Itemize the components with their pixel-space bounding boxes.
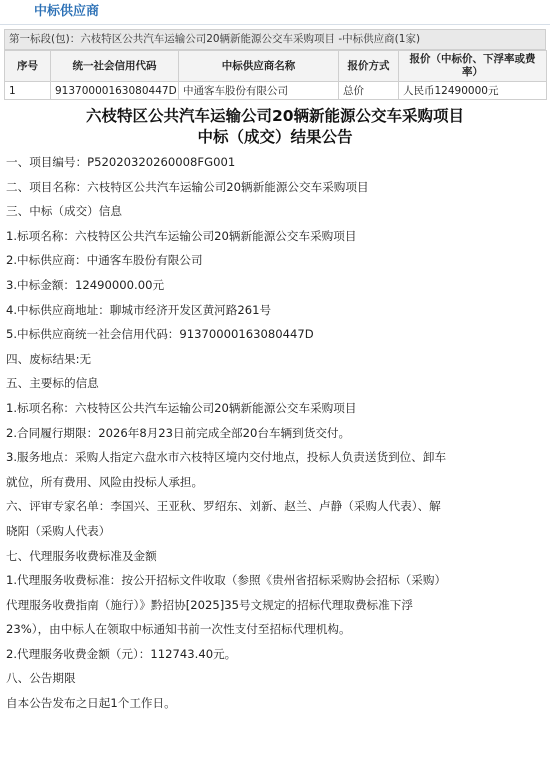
notice-line: 1.标项名称：六枝特区公共汽车运输公司20辆新能源公交车采购项目 (6, 400, 357, 415)
notice-line: 2.中标供应商：中通客车股份有限公司 (6, 253, 203, 268)
column-header: 中标供应商名称 (179, 51, 339, 82)
table-header-row (5, 51, 547, 82)
notice-line: 代理服务收费指南（施行）》黔招协[2025]35号文规定的招标代理取费标准下浮 (6, 597, 413, 612)
notice-line: 二、项目名称：六枝特区公共汽车运输公司20辆新能源公交车采购项目 (6, 179, 369, 194)
notice-line: 自本公告发布之日起1个工作日。 (6, 696, 176, 711)
notice-line: 3.中标金额：12490000.00元 (6, 277, 165, 292)
notice-title-line-2: 中标（成交）结果公告 (197, 128, 353, 146)
lot-header: 第一标段(包)：六枝特区公共汽车运输公司20辆新能源公交车采购项目 -中标供应商(1家) (4, 29, 546, 50)
notice-line: 3.服务地点：采购人指定六盘水市六枝特区境内交付地点，投标人负责送货到位、卸车 (6, 450, 447, 465)
table-cell: 总价 (339, 82, 399, 100)
column-header: 序号 (5, 51, 51, 82)
table-cell: 91370000163080447D (51, 82, 179, 100)
notice-line: 1.标项名称：六枝特区公共汽车运输公司20辆新能源公交车采购项目 (6, 228, 357, 243)
table-cell: 中通客车股份有限公司 (179, 82, 339, 100)
notice-body (6, 150, 544, 716)
column-header: 统一社会信用代码 (51, 51, 179, 82)
winning-supplier-table (4, 50, 547, 100)
result-notice (0, 100, 550, 716)
notice-title-line-1: 六枝特区公共汽车运输公司20辆新能源公交车采购项目 (85, 107, 465, 125)
notice-line: 六、评审专家名单：李国兴、王亚秋、罗绍东、刘新、赵兰、卢静（采购人代表）、解 (6, 499, 441, 514)
column-header: 报价（中标价、下浮率或费率） (399, 51, 547, 82)
column-header: 报价方式 (339, 51, 399, 82)
notice-line: 三、中标（成交）信息 (6, 204, 122, 219)
notice-line: 2.代理服务收费金额（元）：112743.40元。 (6, 646, 237, 661)
notice-line: 23%），由中标人在领取中标通知书前一次性支付至招标代理机构。 (6, 622, 351, 637)
table-cell: 1 (5, 82, 51, 100)
notice-line: 5.中标供应商统一社会信用代码：91370000163080447D (6, 327, 314, 342)
notice-line: 四、废标结果:无 (6, 351, 92, 366)
section-title: 中标供应商 (0, 0, 550, 25)
notice-line: 一、项目编号：P52020320260008FG001 (6, 155, 236, 169)
table-cell: 人民币12490000元 (399, 82, 547, 100)
notice-line: 4.中标供应商地址：聊城市经济开发区黄河路261号 (6, 302, 272, 317)
notice-line: 八、公告期限 (6, 671, 76, 686)
table-row (5, 82, 547, 100)
notice-line: 五、主要标的信息 (6, 376, 99, 391)
notice-line: 2.合同履行期限：2026年8月23日前完成全部20台车辆到货交付。 (6, 425, 351, 440)
notice-line: 晓阳（采购人代表） (6, 523, 111, 538)
notice-line: 1.代理服务收费标准：按公开招标文件收取（参照《贵州省招标采购协会招标（采购） (6, 573, 447, 588)
notice-line: 七、代理服务收费标准及金额 (6, 548, 157, 563)
notice-line: 就位，所有费用、风险由投标人承担。 (6, 474, 204, 489)
